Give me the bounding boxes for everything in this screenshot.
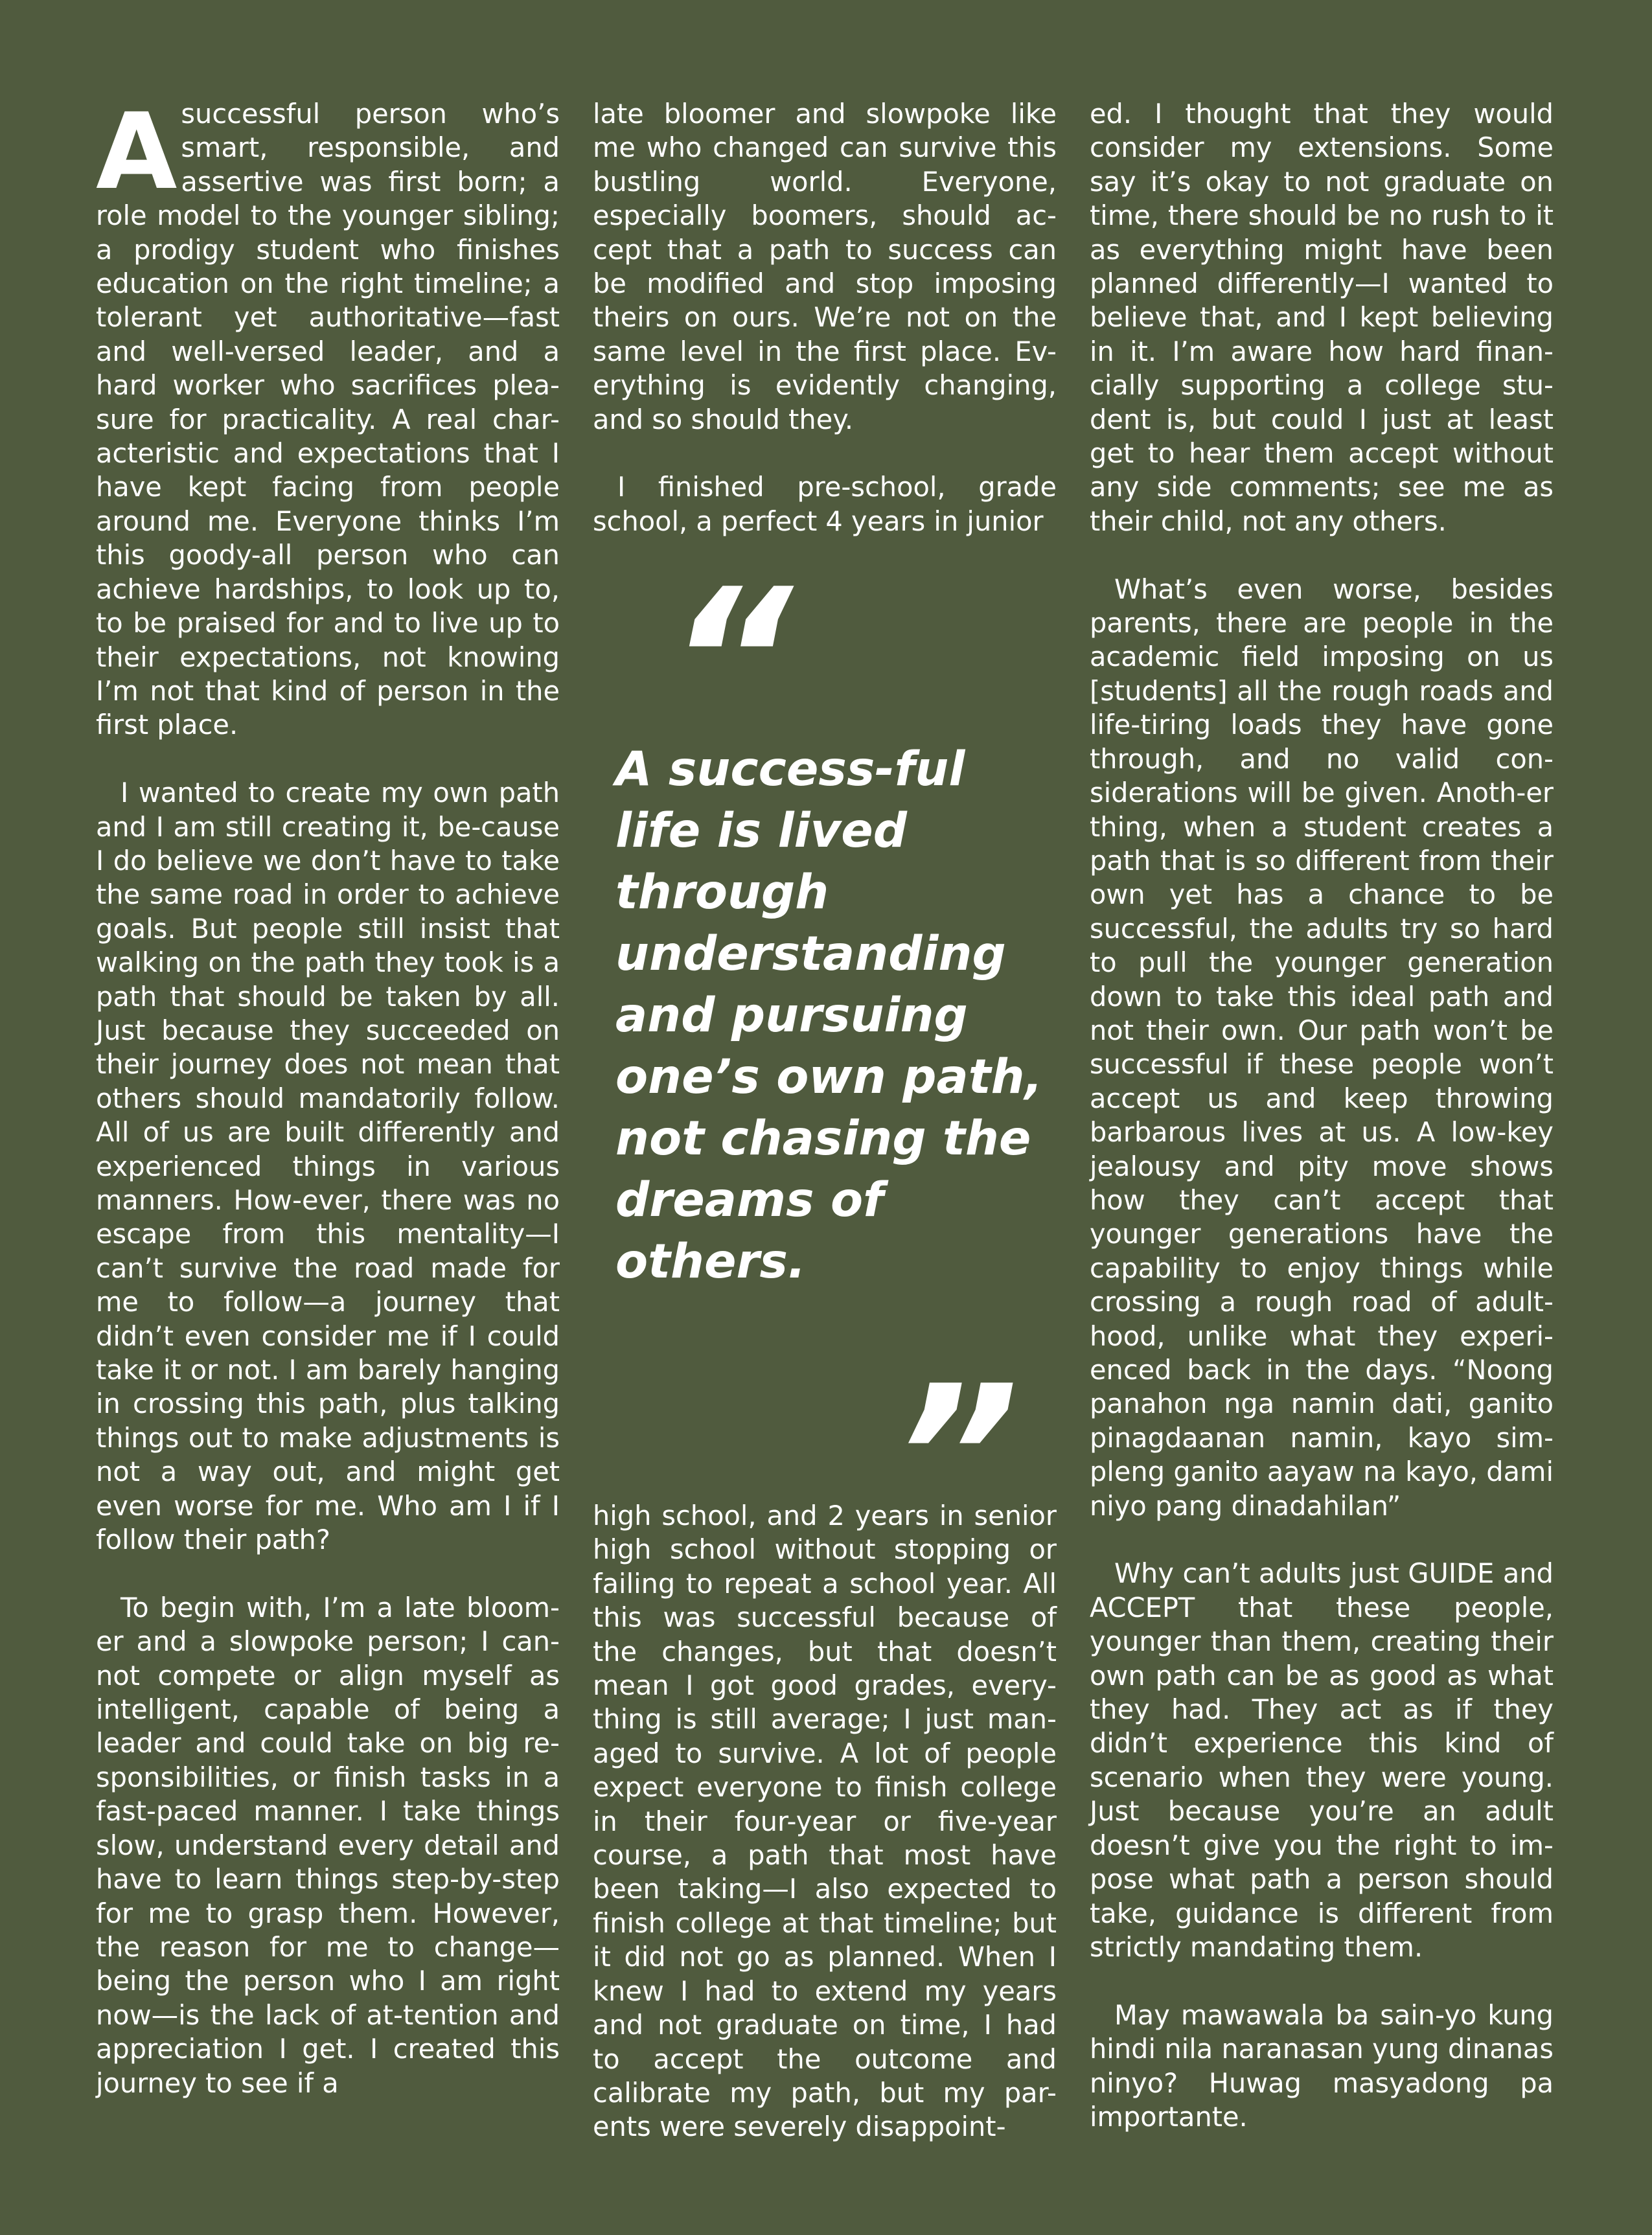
paragraph: Why can’t adults just GUIDE and ACCEPT that these people, younger than them, creating their own path can be as good as what they had. They act as if they didn’t experience this kind of scenario when they were young. Just because you’re an adult doesn’t give you the right to im-pose what path a person should take, guidance is different from strictly mandating them.	[1090, 1557, 1554, 1963]
paragraph: What’s even worse, besides parents, there are people in the academic field imposing on us [students] all the rough roads and life-tiring loads they have gone through, and no valid con-siderations will be given. Anoth-er thing, when a student creates a path that is so different from their own yet has a chance to be successful, the adults try so hard to pull the younger generation down to take this ideal path and not their own. Our path won’t be successful if these people won’t accept us and keep throwing barbarous lives at us. A low-key jealousy and pity move shows how they can’t accept that younger generations have the capability to enjoy things while crossing a rough road of adult-hood, unlike what they experi-enced back in the days. “Noong panahon nga namin dati, ganito pinagdaanan namin, kayo sim-pleng ganito aayaw na kayo, dami niyo pang dinadahilan”	[1090, 573, 1554, 1522]
column-middle-bottom	[593, 1499, 1057, 2144]
paragraph-text: successful person who’s smart, responsible, and assertive was first born; a role model to the younger sibling; a prodigy student who finishes education on the right timeline; a tolerant yet authoritative—fast and well-versed leader, and a hard worker who sacrifices plea-sure for practicality. A real char-acteristic and expectations that I have kept facing from people around me. Everyone thinks I’m this goody-all person who can achieve hardships, to look up to, to be praised for and to live up to their expectations, not knowing I’m not that kind of person in the first place.	[96, 98, 560, 741]
column-right	[1090, 97, 1554, 2134]
paragraph: To begin with, I’m a late bloom-er and a slowpoke person; I can-not compete or align myself as intelligent, capable of being a leader and could take on big re-sponsibilities, or finish tasks in a fast-paced manner. I take things slow, understand every detail and have to learn things step-by-step for me to grasp them. However, the reason for me to change—being the person who I am right now—is the lack of at-tention and appreciation I get. I created this journey to see if a	[96, 1591, 560, 2099]
paragraph: late bloomer and slowpoke like me who changed can survive this bustling world. Everyone, especially boomers, should ac-cept that a path to success can be modified and stop imposing theirs on ours. We’re not on the same level in the first place. Ev-erything is evidently changing, and so should they.	[593, 98, 1057, 435]
paragraph: I wanted to create my own path and I am still creating it, be-cause I do believe we don’t have to take the same road in order to achieve goals. But people still insist that walking on the path they took is a path that should be taken by all. Just because they succeeded on their journey does not mean that others should mandatorily follow. All of us are built differently and experienced things in various manners. How-ever, there was no escape from this mentality—I can’t survive the road made for me to follow—a journey that didn’t even consider me if I could take it or not. I am barely hanging in crossing this path, plus talking things out to make adjustments is not a way out, and might get even worse for me. Who am I if I follow their path?	[96, 777, 560, 1556]
column-left	[96, 91, 560, 2100]
pull-quote: A success-ful life is lived through understanding and pursuing one’s own path, not chasing the dreams of others.	[615, 742, 1043, 1289]
paragraph: May mawawala ba sain-yo kung hindi nila naranasan yung dinanas ninyo? Huwag masyadong pa importante.	[1090, 1999, 1554, 2133]
paragraph: ed. I thought that they would consider my extensions. Some say it’s okay to not graduate on time, there should be no rush to it as everything might have been planned differently—I wanted to believe that, and I kept believing in it. I’m aware how hard finan-cially supporting a college stu-dent is, but could I just at least get to hear them accept without any side comments; see me as their child, not any others.	[1090, 98, 1554, 537]
drop-cap: A	[96, 91, 175, 213]
close-quote-mark: ”	[894, 1344, 1007, 1570]
open-quote-mark: “	[667, 547, 780, 774]
paragraph: I finished pre-school, grade school, a perfect 4 years in junior	[593, 471, 1057, 537]
paragraph	[96, 91, 560, 742]
column-middle-top	[593, 97, 1057, 538]
paragraph: high school, and 2 years in senior high school without stopping or failing to repeat a school year. All this was successful because of the changes, but that doesn’t mean I got good grades, every-thing is still average; I just man-aged to survive. A lot of people expect everyone to finish college in their four-year or five-year course, a path that most have been taking—I also expected to finish college at that timeline; but it did not go as planned. When I knew I had to extend my years and not graduate on time, I had to accept the outcome and calibrate my path, but my par-ents were severely disappoint-	[593, 1500, 1057, 2143]
